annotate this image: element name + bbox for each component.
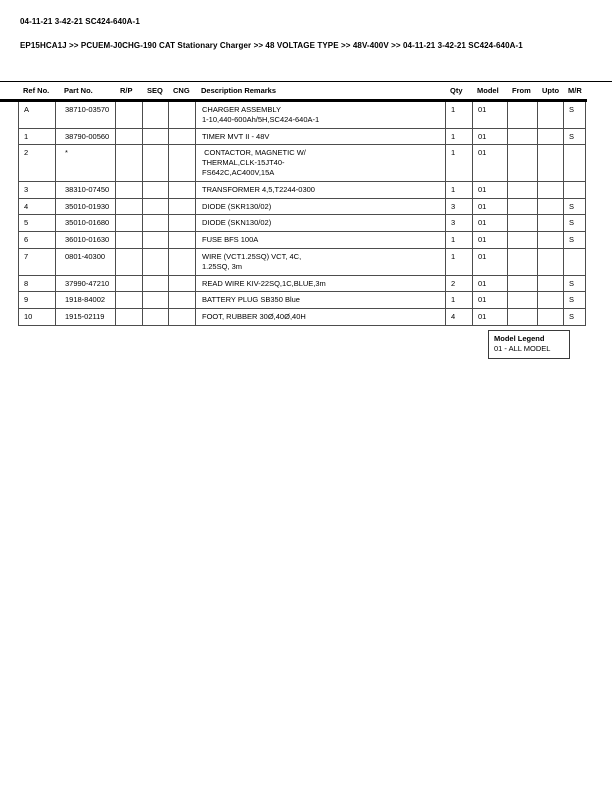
- cell-description: TIMER MVT II - 48V: [196, 129, 446, 145]
- cell-seq: [143, 292, 169, 308]
- cell-ref-no: A: [19, 102, 56, 128]
- cell-cng: [169, 232, 196, 248]
- cell-upto: [538, 199, 564, 215]
- cell-upto: [538, 232, 564, 248]
- column-header-mr: M/R: [568, 86, 582, 95]
- column-header-row: [18, 86, 585, 96]
- cell-upto: [538, 276, 564, 292]
- cell-rp: [116, 182, 143, 198]
- cell-cng: [169, 182, 196, 198]
- cell-mr: [564, 145, 586, 180]
- cell-part-no: 0801-40300: [56, 249, 116, 275]
- cell-part-no: *: [56, 145, 116, 180]
- cell-ref-no: 10: [19, 309, 56, 325]
- cell-model: 01: [473, 292, 508, 308]
- cell-upto: [538, 102, 564, 128]
- breadcrumb: EP15HCA1J >> PCUEM-J0CHG-190 CAT Stationary Charger >> 48 VOLTAGE TYPE >> 48V-400V >> 04-11-21 3-42-21 SC424-640A-1: [20, 41, 523, 50]
- cell-model: 01: [473, 102, 508, 128]
- model-legend-title: Model Legend: [494, 334, 545, 343]
- cell-upto: [538, 145, 564, 180]
- cell-seq: [143, 182, 169, 198]
- table-row: [19, 292, 586, 309]
- model-legend-box: [488, 330, 570, 359]
- cell-upto: [538, 309, 564, 325]
- cell-rp: [116, 129, 143, 145]
- cell-ref-no: 8: [19, 276, 56, 292]
- table-row: [19, 145, 586, 181]
- cell-model: 01: [473, 215, 508, 231]
- cell-rp: [116, 276, 143, 292]
- cell-seq: [143, 145, 169, 180]
- cell-cng: [169, 129, 196, 145]
- cell-seq: [143, 102, 169, 128]
- table-row: [19, 102, 586, 129]
- cell-seq: [143, 276, 169, 292]
- cell-from: [508, 309, 538, 325]
- table-row: [19, 129, 586, 146]
- cell-ref-no: 9: [19, 292, 56, 308]
- cell-qty: 3: [446, 215, 473, 231]
- cell-mr: [564, 249, 586, 275]
- column-header-model: Model: [477, 86, 499, 95]
- cell-seq: [143, 309, 169, 325]
- cell-qty: 1: [446, 292, 473, 308]
- cell-rp: [116, 249, 143, 275]
- cell-upto: [538, 249, 564, 275]
- cell-rp: [116, 199, 143, 215]
- table-row: [19, 309, 586, 326]
- cell-rp: [116, 102, 143, 128]
- cell-model: 01: [473, 232, 508, 248]
- header-rule-top: [0, 81, 612, 82]
- cell-mr: [564, 182, 586, 198]
- cell-part-no: 1915-02119: [56, 309, 116, 325]
- cell-from: [508, 215, 538, 231]
- cell-mr: S: [564, 129, 586, 145]
- cell-part-no: 38710-03570: [56, 102, 116, 128]
- cell-part-no: 38790-00560: [56, 129, 116, 145]
- cell-from: [508, 276, 538, 292]
- cell-upto: [538, 182, 564, 198]
- cell-mr: S: [564, 232, 586, 248]
- column-header-from: From: [512, 86, 531, 95]
- column-header-seq: SEQ: [147, 86, 163, 95]
- doc-ref: 04-11-21 3-42-21 SC424-640A-1: [20, 17, 140, 26]
- cell-part-no: 38310-07450: [56, 182, 116, 198]
- cell-description: BATTERY PLUG SB350 Blue: [196, 292, 446, 308]
- cell-part-no: 35010-01680: [56, 215, 116, 231]
- column-header-qty: Qty: [450, 86, 463, 95]
- model-legend-item: 01 - ALL MODEL: [494, 344, 551, 353]
- cell-qty: 1: [446, 232, 473, 248]
- column-header-rp: R/P: [120, 86, 133, 95]
- cell-qty: 1: [446, 102, 473, 128]
- column-header-description: Description Remarks: [201, 86, 277, 95]
- cell-cng: [169, 249, 196, 275]
- cell-ref-no: 5: [19, 215, 56, 231]
- column-header-upto: Upto: [542, 86, 560, 95]
- parts-table-body: [18, 102, 586, 326]
- table-row: [19, 232, 586, 249]
- cell-from: [508, 182, 538, 198]
- cell-seq: [143, 215, 169, 231]
- cell-seq: [143, 232, 169, 248]
- cell-upto: [538, 215, 564, 231]
- table-row: [19, 249, 586, 276]
- cell-qty: 3: [446, 199, 473, 215]
- cell-description: FUSE BFS 100A: [196, 232, 446, 248]
- cell-mr: S: [564, 215, 586, 231]
- cell-model: 01: [473, 249, 508, 275]
- cell-rp: [116, 309, 143, 325]
- column-header-cng: CNG: [173, 86, 190, 95]
- cell-qty: 1: [446, 129, 473, 145]
- cell-seq: [143, 199, 169, 215]
- cell-cng: [169, 276, 196, 292]
- cell-from: [508, 145, 538, 180]
- cell-qty: 1: [446, 145, 473, 180]
- cell-description: DIODE (SKR130/02): [196, 199, 446, 215]
- cell-mr: S: [564, 199, 586, 215]
- column-header-part-no: Part No.: [64, 86, 93, 95]
- table-row: [19, 182, 586, 199]
- table-row: [19, 215, 586, 232]
- cell-mr: S: [564, 309, 586, 325]
- cell-qty: 2: [446, 276, 473, 292]
- cell-from: [508, 129, 538, 145]
- cell-cng: [169, 145, 196, 180]
- cell-rp: [116, 292, 143, 308]
- cell-upto: [538, 129, 564, 145]
- cell-description: FOOT, RUBBER 30Ø,40Ø,40H: [196, 309, 446, 325]
- cell-from: [508, 232, 538, 248]
- cell-mr: S: [564, 292, 586, 308]
- cell-mr: S: [564, 276, 586, 292]
- cell-model: 01: [473, 129, 508, 145]
- cell-cng: [169, 309, 196, 325]
- table-row: [19, 199, 586, 216]
- cell-ref-no: 3: [19, 182, 56, 198]
- cell-cng: [169, 215, 196, 231]
- cell-from: [508, 199, 538, 215]
- cell-model: 01: [473, 182, 508, 198]
- cell-ref-no: 6: [19, 232, 56, 248]
- cell-cng: [169, 292, 196, 308]
- cell-cng: [169, 199, 196, 215]
- cell-model: 01: [473, 309, 508, 325]
- cell-ref-no: 2: [19, 145, 56, 180]
- cell-model: 01: [473, 199, 508, 215]
- column-header-ref-no: Ref No.: [23, 86, 50, 95]
- cell-cng: [169, 102, 196, 128]
- cell-from: [508, 292, 538, 308]
- cell-rp: [116, 145, 143, 180]
- cell-model: 01: [473, 145, 508, 180]
- cell-from: [508, 102, 538, 128]
- table-row: [19, 276, 586, 293]
- cell-from: [508, 249, 538, 275]
- cell-ref-no: 4: [19, 199, 56, 215]
- cell-description: CONTACTOR, MAGNETIC W/ THERMAL,CLK-15JT40- FS642C,AC400V,15A: [196, 145, 446, 180]
- cell-seq: [143, 249, 169, 275]
- cell-ref-no: 1: [19, 129, 56, 145]
- cell-part-no: 37990-47210: [56, 276, 116, 292]
- cell-description: DIODE (SKN130/02): [196, 215, 446, 231]
- cell-model: 01: [473, 276, 508, 292]
- cell-upto: [538, 292, 564, 308]
- cell-description: WIRE (VCT1.25SQ) VCT, 4C, 1.25SQ, 3m: [196, 249, 446, 275]
- cell-description: TRANSFORMER 4,5,T2244-0300: [196, 182, 446, 198]
- cell-ref-no: 7: [19, 249, 56, 275]
- cell-description: CHARGER ASSEMBLY 1-10,440-600Ah/5H,SC424-640A-1: [196, 102, 446, 128]
- cell-rp: [116, 215, 143, 231]
- cell-part-no: 36010-01630: [56, 232, 116, 248]
- cell-rp: [116, 232, 143, 248]
- cell-part-no: 35010-01930: [56, 199, 116, 215]
- cell-seq: [143, 129, 169, 145]
- cell-qty: 1: [446, 182, 473, 198]
- cell-part-no: 1918-84002: [56, 292, 116, 308]
- cell-qty: 1: [446, 249, 473, 275]
- cell-mr: S: [564, 102, 586, 128]
- cell-description: READ WIRE KIV-22SQ,1C,BLUE,3m: [196, 276, 446, 292]
- cell-qty: 4: [446, 309, 473, 325]
